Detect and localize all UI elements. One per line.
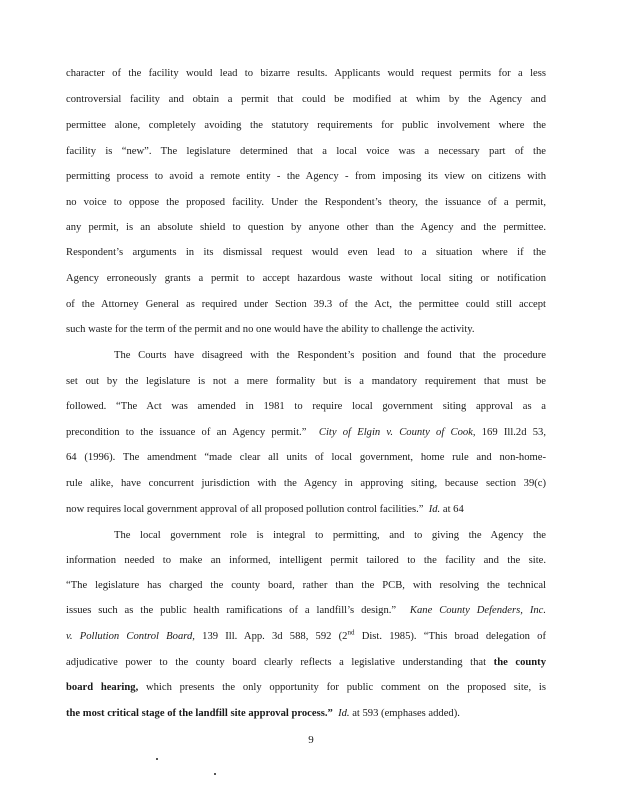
text-line: set out by the legislature is not a mere formality but is a mandatory requirement that must be — [66, 376, 546, 387]
text-line: Agency erroneously grants a permit to accept hazardous waste without local siting or notification — [66, 273, 546, 284]
case-citation: v. Pollution Control Board, — [66, 631, 195, 642]
scan-speck — [156, 758, 158, 760]
text-line: adjudicative power to the county board clearly reflects a legislative understanding that the county — [66, 657, 546, 668]
case-citation: City of Elgin v. County of Cook, — [318, 427, 476, 438]
text-line: board hearing, which presents the only opportunity for public comment on the proposed site, is — [66, 682, 546, 693]
emphasis-bold: board hearing, — [66, 682, 139, 693]
text-line: rule alike, have concurrent jurisdiction with the Agency in approving siting, because section 39(c) — [66, 478, 546, 489]
text-line: permitting process to avoid a remote entity - the Agency - from imposing its view on citizens with — [66, 171, 546, 182]
paragraph-start-line: The Courts have disagreed with the Respondent’s position and found that the procedure — [114, 350, 546, 361]
id-citation: Id. — [428, 504, 441, 515]
text-line: now requires local government approval of all proposed pollution control facilities.” Id. at 64 — [66, 504, 464, 515]
text-line: v. Pollution Control Board, 139 Ill. App. 3d 588, 592 (2nd Dist. 1985). “This broad delegation of — [66, 628, 546, 642]
text-line: any permit, is an absolute shield to question by anyone other than the Agency and the permittee. — [66, 222, 546, 233]
id-citation: Id. — [338, 708, 350, 719]
text-line: no voice to oppose the proposed facility. Under the Respondent’s theory, the issuance of a permit, — [66, 197, 546, 208]
text-line: precondition to the issuance of an Agency permit.” City of Elgin v. County of Cook, 169 Ill.2d 53, — [66, 427, 546, 438]
text-line: permittee alone, completely avoiding the statutory requirements for public involvement where the — [66, 120, 546, 131]
text-line: information needed to make an informed, intelligent permit tailored to the facility and the site. — [66, 555, 546, 566]
text-line: 64 (1996). The amendment “made clear all units of local government, home rule and non-home- — [66, 452, 546, 463]
text-line: Respondent’s arguments in its dismissal request would even lead to a situation where if the — [66, 247, 546, 258]
page-number: 9 — [308, 734, 314, 746]
emphasis-bold: the most critical stage of the landfill site approval process.” — [66, 708, 333, 719]
text-line: facility is “new”. The legislature determined that a local voice was a necessary part of the — [66, 146, 546, 157]
text-line: “The legislature has charged the county board, rather than the PCB, with resolving the technical — [66, 580, 546, 591]
scan-speck — [214, 773, 216, 775]
case-citation: Kane County Defenders, Inc. — [409, 605, 546, 616]
text-line: character of the facility would lead to bizarre results. Applicants would request permits for a less — [66, 68, 546, 79]
text-line: of the Attorney General as required under Section 39.3 of the Act, the permittee could still accept — [66, 299, 546, 310]
text-line: the most critical stage of the landfill site approval process.” Id. at 593 (emphases added). — [66, 708, 460, 719]
text-line: controversial facility and obtain a permit that could be modified at whim by the Agency and — [66, 94, 546, 105]
emphasis-bold: the county — [493, 657, 546, 668]
text-line: followed. “The Act was amended in 1981 to require local government siting approval as a — [66, 401, 546, 412]
paragraph-start-line: The local government role is integral to permitting, and to giving the Agency the — [114, 530, 546, 541]
text-line: issues such as the public health ramifications of a landfill’s design.” Kane County Defenders, Inc. — [66, 605, 546, 616]
text-line: such waste for the term of the permit and no one would have the ability to challenge the activity. — [66, 324, 475, 335]
ordinal-superscript: nd — [347, 628, 355, 637]
